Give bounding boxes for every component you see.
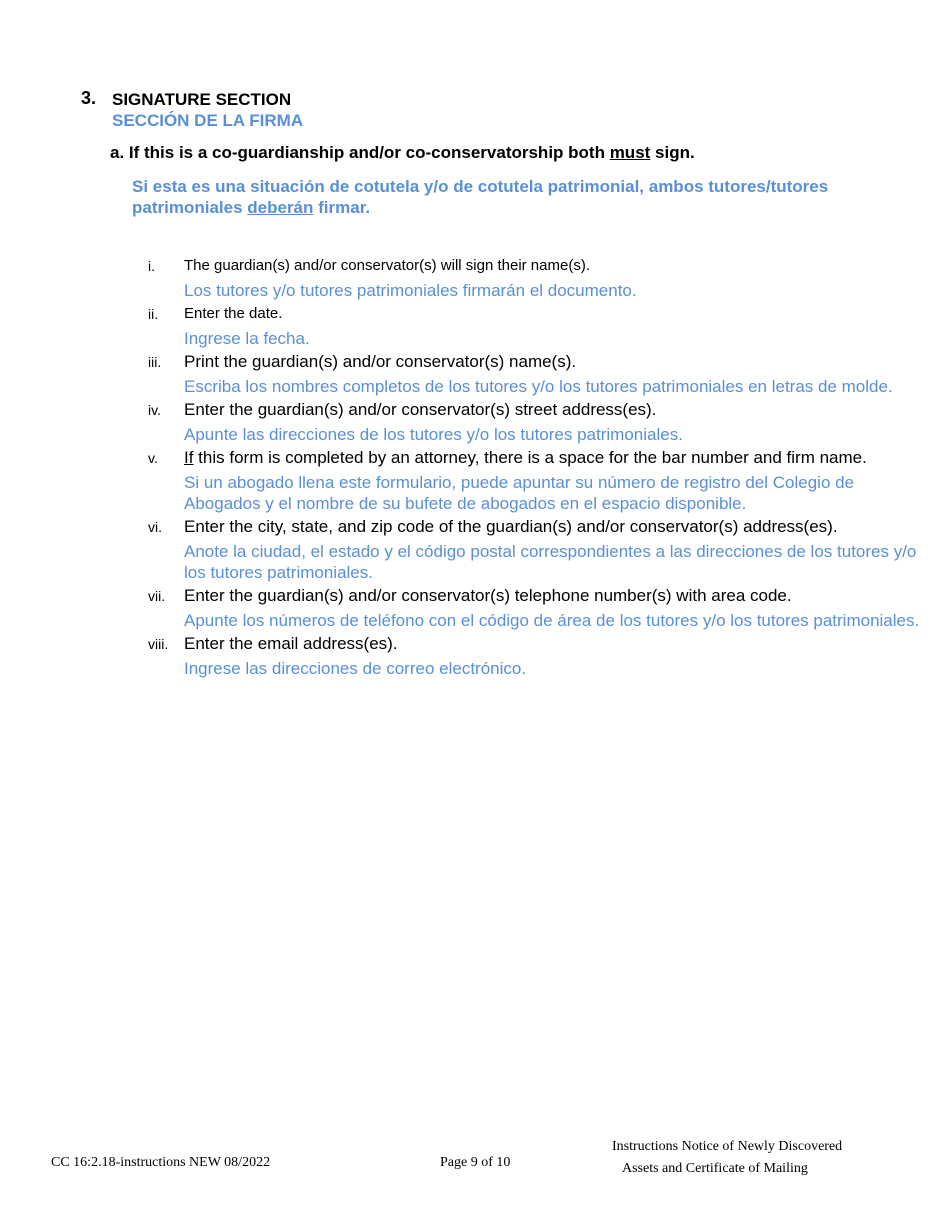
list-item-en-underline: If: [184, 448, 194, 467]
section-heading: [112, 89, 303, 131]
footer-doc-title-line2: Assets and Certificate of Mailing: [622, 1161, 808, 1176]
list-item: [0, 351, 950, 397]
list-numeral: vi.: [148, 519, 162, 535]
footer-doc-title-line1: Instructions Notice of Newly Discovered: [612, 1139, 843, 1154]
list-item-es: Ingrese la fecha.: [184, 329, 310, 348]
list-item-en: [184, 447, 924, 468]
list-item-en: Enter the guardian(s) and/or conservator(s) street address(es).: [184, 400, 657, 419]
instruction-list: [0, 255, 950, 681]
list-numeral: vii.: [148, 588, 166, 604]
list-item: [0, 633, 950, 679]
list-numeral: i.: [148, 258, 155, 274]
subsection-a-suffix: sign.: [650, 143, 695, 162]
list-item-es: Los tutores y/o tutores patrimoniales firmarán el documento.: [184, 281, 637, 300]
section-title-es: SECCIÓN DE LA FIRMA: [112, 111, 304, 130]
list-item: [0, 303, 950, 349]
list-item-en: Enter the date.: [184, 305, 283, 322]
list-item-es: Apunte los números de teléfono con el código de área de los tutores y/o los tutores patrimoniales.: [184, 611, 920, 630]
list-numeral: iv.: [148, 402, 161, 418]
list-item-es: Apunte las direcciones de los tutores y/o los tutores patrimoniales.: [184, 425, 683, 444]
subsection-a-es-suffix: firmar.: [313, 198, 371, 217]
subsection-a-emphasis: must: [609, 143, 651, 162]
list-item-en: Print the guardian(s) and/or conservator(s) name(s).: [184, 352, 577, 371]
list-item: [0, 516, 950, 583]
subsection-a-en: [110, 143, 695, 163]
footer-form-id: CC 16:2.18-instructions NEW 08/2022: [51, 1155, 271, 1170]
list-item-es: Escriba los nombres completos de los tutores y/o los tutores patrimoniales en letras de molde.: [184, 377, 893, 396]
list-item-en: The guardian(s) and/or conservator(s) will sign their name(s).: [184, 257, 590, 274]
subsection-a-es: [132, 176, 922, 218]
list-item-en-rest: this form is completed by an attorney, there is a space for the bar number and firm name.: [193, 448, 867, 467]
list-item: [0, 585, 950, 631]
list-numeral: viii.: [148, 636, 169, 652]
section-number: 3.: [81, 88, 97, 108]
list-numeral: iii.: [148, 354, 162, 370]
subsection-a-es-emphasis: deberán: [247, 198, 314, 217]
list-item: [0, 399, 950, 445]
subsection-a-es-prefix: Si esta es una situación de cotutela y/o de cotutela patrimonial, ambos tutores/tutores patrimoniales: [132, 177, 829, 217]
list-item: [0, 255, 950, 301]
section-title-en: SIGNATURE SECTION: [112, 90, 292, 109]
subsection-a-prefix: a. If this is a co-guardianship and/or co-conservatorship both: [110, 143, 610, 162]
list-item-en: Enter the email address(es).: [184, 634, 398, 653]
list-item-es: Si un abogado llena este formulario, puede apuntar su número de registro del Colegio de Abogados y el nombre de su bufete de abogados en el espacio disponible.: [184, 473, 855, 513]
list-item-en: Enter the guardian(s) and/or conservator(s) telephone number(s) with area code.: [184, 586, 792, 605]
list-numeral: ii.: [148, 306, 159, 322]
list-item-es: Ingrese las direcciones de correo electrónico.: [184, 659, 527, 678]
list-item-en: Enter the city, state, and zip code of the guardian(s) and/or conservator(s) address(es).: [184, 517, 838, 536]
footer-doc-title: [612, 1136, 842, 1180]
list-item: [0, 447, 950, 514]
list-item-es: Anote la ciudad, el estado y el código postal correspondientes a las direcciones de los tutores y/o los tutores patrimoniales.: [184, 542, 917, 582]
list-numeral: v.: [148, 450, 158, 466]
footer-page-number: Page 9 of 10: [440, 1155, 511, 1170]
